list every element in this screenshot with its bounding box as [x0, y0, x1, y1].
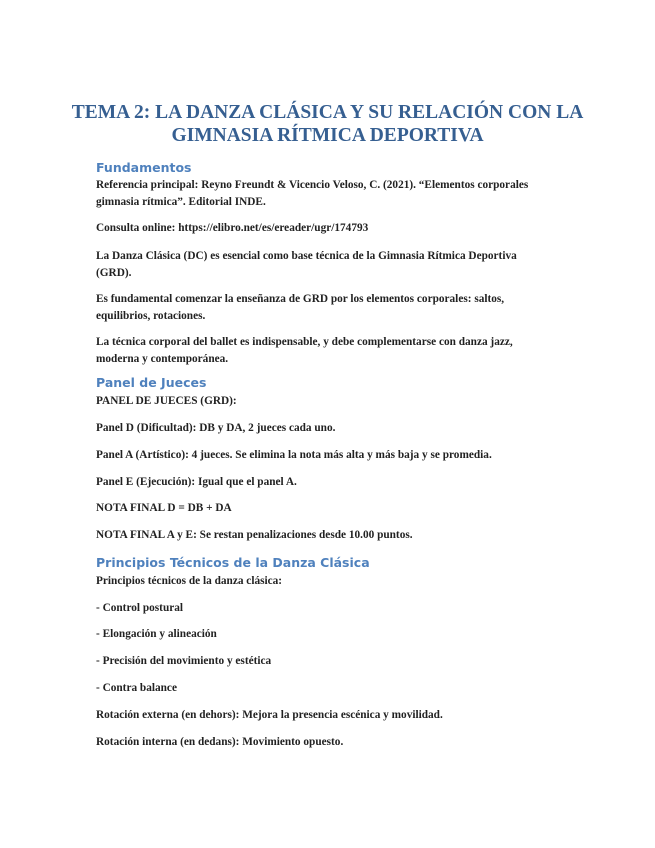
paragraph: Referencia principal: Reyno Freundt & Vicencio Veloso, C. (2021). “Elementos corporales gimnasia rítmica”. Editorial INDE.	[96, 179, 529, 208]
paragraph: Panel A (Artístico): 4 jueces. Se elimina la nota más alta y más baja y se promedia.	[96, 449, 492, 461]
document-title: TEMA 2: LA DANZA CLÁSICA Y SU RELACIÓN CON LA GIMNASIA RÍTMICA DEPORTIVA	[71, 102, 584, 146]
paragraph: Consulta online: https://elibro.net/es/ereader/ugr/174793	[96, 222, 369, 234]
section-heading-principios: Principios Técnicos de la Danza Clásica	[96, 555, 370, 570]
paragraph: Panel E (Ejecución): Igual que el panel A.	[96, 476, 297, 488]
list-item: - Contra balance	[96, 682, 177, 694]
paragraph: Rotación interna (en dedans): Movimiento opuesto.	[96, 736, 344, 748]
paragraph: Panel D (Dificultad): DB y DA, 2 jueces cada uno.	[96, 422, 336, 434]
section-heading-fundamentos: Fundamentos	[96, 160, 192, 175]
paragraph: NOTA FINAL D = DB + DA	[96, 502, 232, 514]
paragraph: La Danza Clásica (DC) es esencial como base técnica de la Gimnasia Rítmica Deportiva (GRD).	[96, 250, 517, 279]
list-item: - Control postural	[96, 602, 184, 614]
paragraph: NOTA FINAL A y E: Se restan penalizaciones desde 10.00 puntos.	[96, 529, 413, 541]
paragraph: PANEL DE JUECES (GRD):	[96, 395, 237, 407]
paragraph: Es fundamental comenzar la enseñanza de GRD por los elementos corporales: saltos, equilibrios, rotaciones.	[96, 293, 505, 322]
section-heading-panel-jueces: Panel de Jueces	[96, 375, 207, 390]
list-item: - Precisión del movimiento y estética	[96, 655, 272, 667]
paragraph: Principios técnicos de la danza clásica:	[96, 575, 283, 587]
paragraph: Rotación externa (en dehors): Mejora la presencia escénica y movilidad.	[96, 709, 443, 721]
list-item: - Elongación y alineación	[96, 628, 217, 640]
paragraph: La técnica corporal del ballet es indispensable, y debe complementarse con danza jazz, moderna y contemporánea.	[96, 336, 513, 365]
